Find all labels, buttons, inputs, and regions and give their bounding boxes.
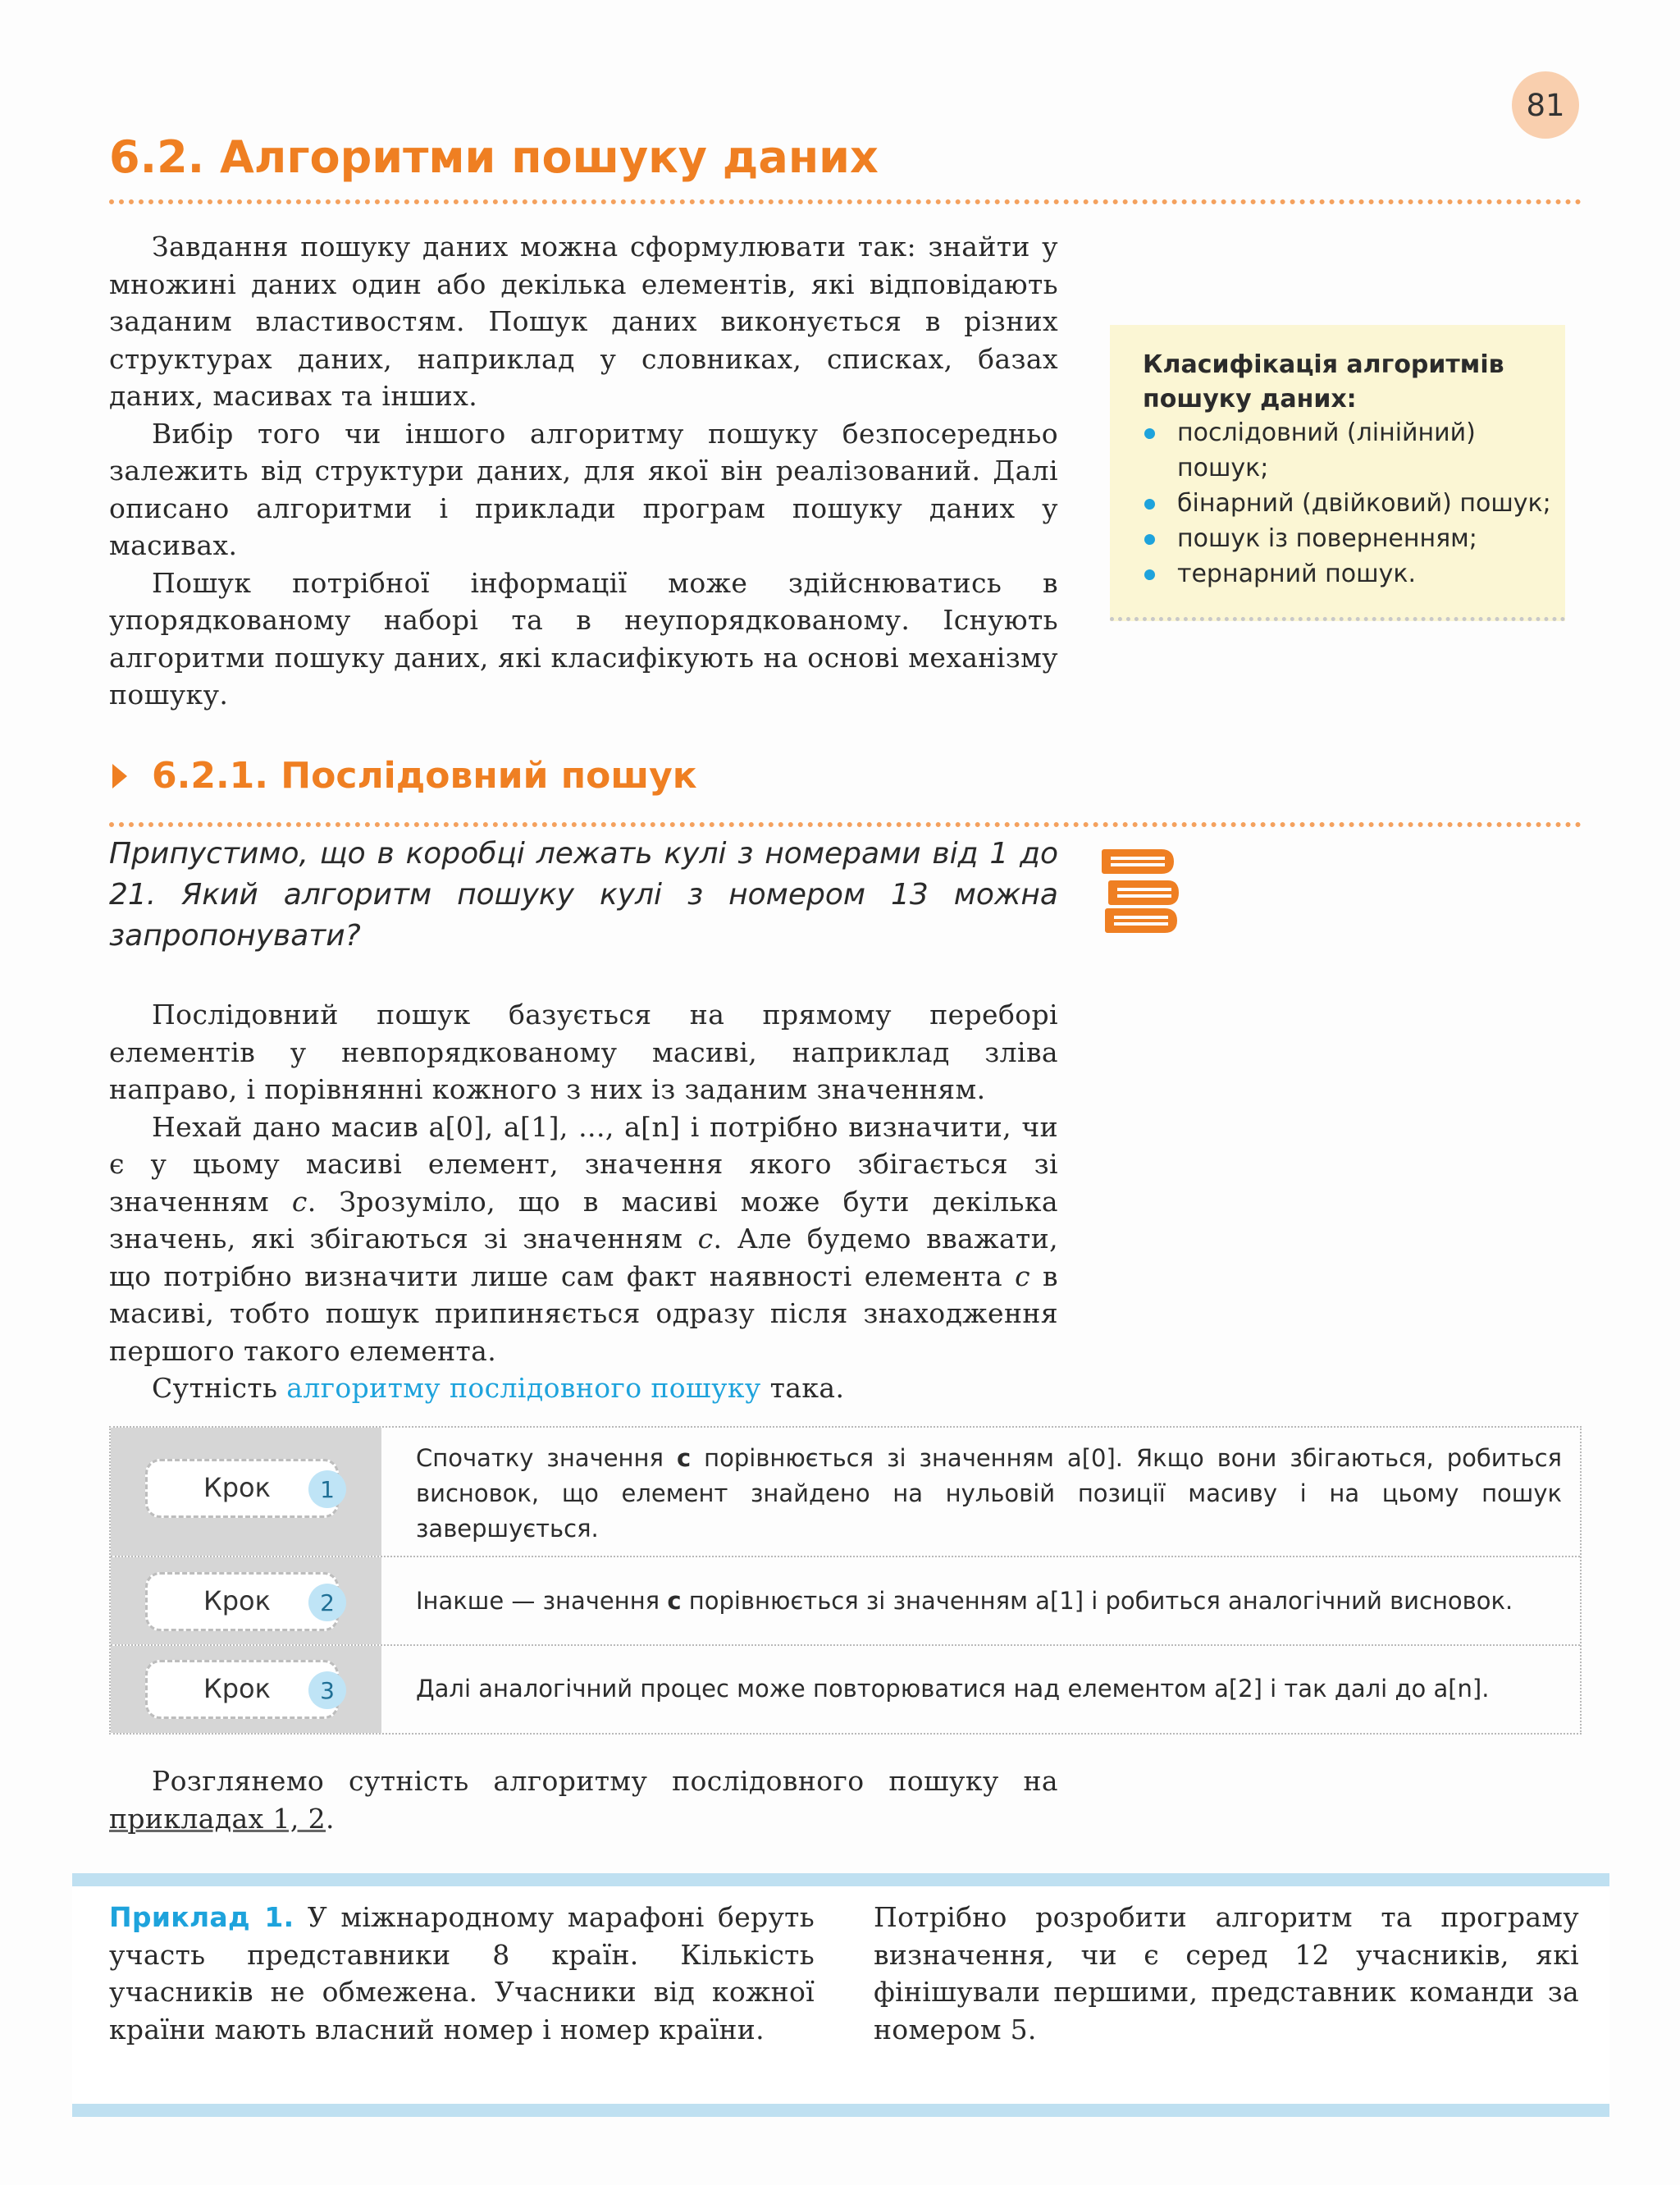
intro-paragraph: Вибір того чи іншого алгоритму пошуку безпосередньо залежить від структури даних, для якої він реалізований. Далі описано алгоритми і приклади програм пошуку даних у масивах.: [109, 417, 1058, 561]
step-number: 2: [308, 1584, 346, 1621]
subsection-divider: [109, 822, 1582, 827]
subsection-title: 6.2.1. Послідовний пошук: [152, 755, 697, 797]
step-row: [111, 1646, 1580, 1733]
page-number: 81: [1512, 71, 1579, 139]
sidebar-list: [1143, 415, 1553, 592]
intro-paragraph: Пошук потрібної інформації може здійснюватись в упорядкованому наборі та в неупорядкованому. Існують алгоритми пошуку даних, які класифікують на основі механізму пошуку.: [109, 566, 1058, 711]
paragraph: Розглянемо сутність алгоритму послідовного пошуку на прикладах 1, 2.: [109, 1765, 1058, 1835]
step-number: 1: [308, 1470, 346, 1508]
step-number: 3: [308, 1671, 346, 1709]
step-row: [111, 1428, 1580, 1557]
step-text: Інакше — значення c порівнюється зі значенням a[1] і робиться аналогічний висновок.: [416, 1587, 1513, 1615]
algorithm-link[interactable]: алгоритму послідовного пошуку: [286, 1372, 761, 1404]
books-icon: [1099, 845, 1181, 935]
paragraph: Послідовний пошук базується на прямому переборі елементів у невпорядкованому масиві, наприклад зліва направо, і порівнянні кожного з них із заданим значенням.: [109, 999, 1058, 1105]
sidebar-title: Класифікація алгоритмів пошуку даних:: [1143, 350, 1504, 414]
step-pill: [145, 1459, 339, 1518]
step-label: Крок: [203, 1585, 271, 1616]
after-steps-text: [109, 1762, 1058, 1837]
step-label: Крок: [203, 1472, 271, 1503]
heading-divider: [109, 199, 1582, 204]
step-row: [111, 1557, 1580, 1646]
example-left: [109, 1899, 815, 2048]
triangle-marker-icon: [112, 764, 127, 789]
example-text: Приклад 1. У міжнародному марафоні беруть участь представники 8 країн. Кількість учасників не обмежена. Учасники від кожної країни мають власний номер і номер країни.: [109, 1901, 815, 2046]
section-title: 6.2. Алгоритми пошуку даних: [109, 131, 879, 183]
example-text: Потрібно розробити алгоритм та програму визначення, чи є серед 12 учасників, які фінішували першими, представник команди за номером 5.: [874, 1901, 1579, 2046]
step-pill: [145, 1572, 339, 1631]
sidebar-item: бінарний (двійковий) пошук;: [1143, 486, 1553, 521]
step-label: Крок: [203, 1673, 271, 1704]
steps-table: [109, 1426, 1582, 1735]
step-text: Спочатку значення c порівнюється зі значенням a[0]. Якщо вони збігаються, робиться висновок, що елемент знайдено на нульовій позиції масиву і на цьому пошук завершується.: [416, 1444, 1562, 1543]
sidebar-item: тернарний пошук.: [1143, 556, 1553, 592]
step-text: Далі аналогічний процес може повторюватися над елементом a[2] і так далі до a[n].: [416, 1675, 1490, 1703]
example-label: Приклад 1.: [109, 1901, 294, 1933]
sidebar-item: послідовний (лінійний) пошук;: [1143, 415, 1553, 486]
example-right: [874, 1899, 1579, 2048]
sequential-search-text: [109, 996, 1058, 1407]
examples-link[interactable]: прикладах 1, 2: [109, 1802, 326, 1835]
classification-sidebar: [1110, 325, 1565, 621]
sidebar-item: пошук із поверненням;: [1143, 521, 1553, 556]
question-text: Припустимо, що в коробці лежать кулі з номерами від 1 до 21. Який алгоритм пошуку кулі з номером 13 можна запропонувати?: [109, 837, 1058, 953]
paragraph: Сутність алгоритму послідовного пошуку така.: [152, 1372, 845, 1404]
intro-paragraph: Завдання пошуку даних можна сформулювати так: знайти у множині даних один або декілька елементів, які відповідають заданим властивостям. Пошук даних виконується в різних структурах даних, наприклад у словниках, списках, базах даних, масивах та інших.: [109, 231, 1058, 412]
step-pill: [145, 1660, 339, 1719]
paragraph: Нехай дано масив a[0], a[1], ..., a[n] і потрібно визначити, чи є у цьому масиві елемент, значення якого збігається зі значенням c. Зрозуміло, що в масиві може бути декілька значень, які збігаються зі значенням c. Але будемо вважати, що потрібно визначити лише сам факт наявності елемента c в масиві, тобто пошук припиняється одразу після знаходження першого такого елемента.: [109, 1110, 1059, 1367]
intro-text: [109, 228, 1058, 714]
